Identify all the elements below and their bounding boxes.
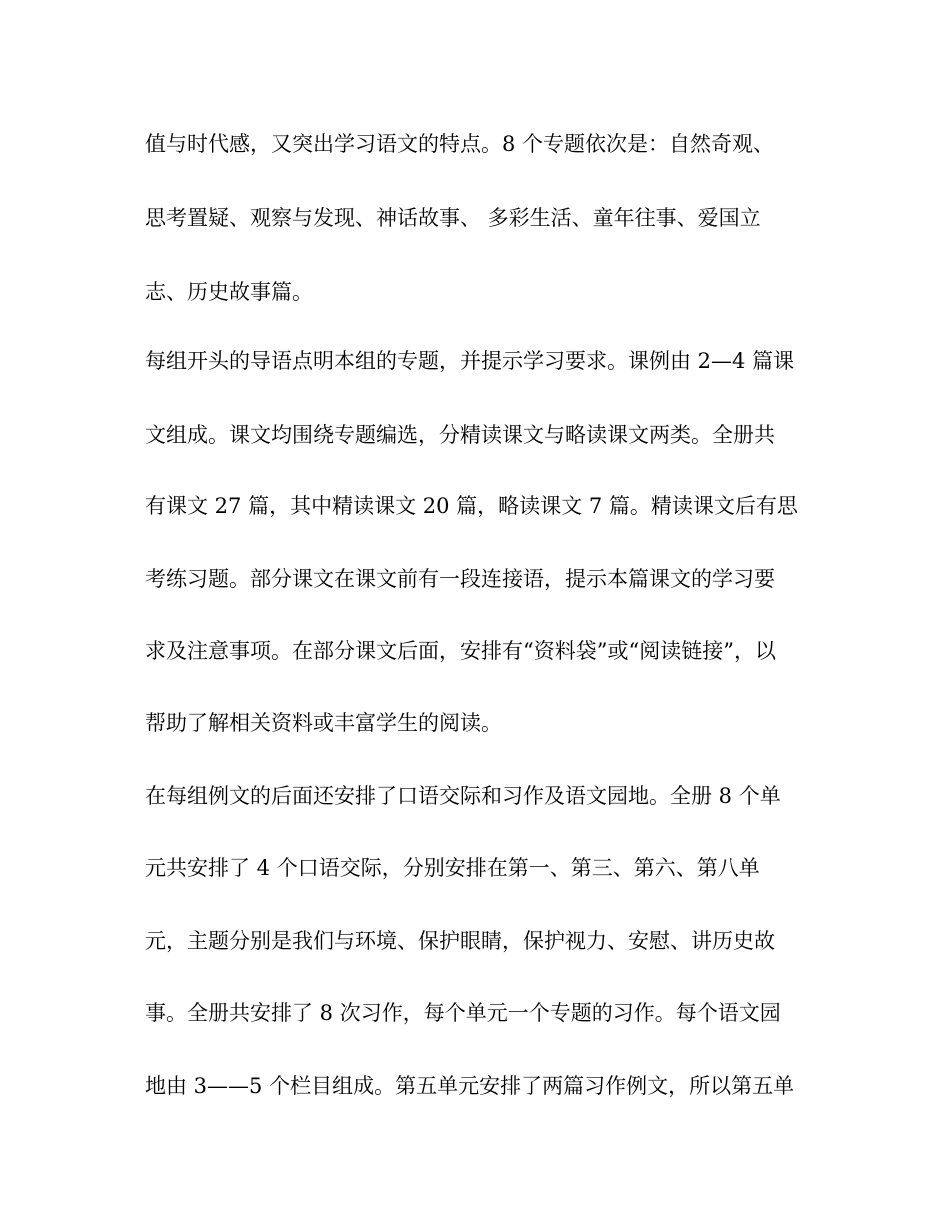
text-line: 考练习题。部分课文在课文前有一段连接语，提示本篇课文的学习要 [145, 567, 775, 591]
text-line: 在每组例文的后面还安排了口语交际和习作及语文园地。全册 8 个单 [145, 784, 781, 808]
text-line: 志、历史故事篇。 [145, 280, 313, 304]
text-line: 有课文 27 篇，其中精读课文 20 篇，略读课文 7 篇。精读课文后有思 [145, 494, 798, 518]
text-line: 元，主题分别是我们与环境、保护眼睛，保护视力、安慰、讲历史故 [145, 929, 775, 953]
text-line: 文组成。课文均围绕专题编选，分精读课文与略读课文两类。全册共 [145, 423, 775, 447]
text-line: 帮助了解相关资料或丰富学生的阅读。 [145, 711, 502, 735]
text-line: 每组开头的导语点明本组的专题，并提示学习要求。课例由 2—4 篇课 [145, 349, 795, 373]
text-line: 事。全册共安排了 8 次习作，每个单元一个专题的习作。每个语文园 [145, 1001, 781, 1025]
text-line: 值与时代感，又突出学习语文的特点。8 个专题依次是：自然奇观、 [145, 132, 775, 156]
text-line: 求及注意事项。在部分课文后面，安排有“资料袋”或“阅读链接”，以 [145, 639, 776, 663]
text-line: 思考置疑、观察与发现、神话故事、 多彩生活、童年往事、爱国立 [145, 206, 761, 230]
text-line: 地由 3——5 个栏目组成。第五单元安排了两篇习作例文，所以第五单 [145, 1074, 795, 1098]
text-line: 元共安排了 4 个口语交际，分别安排在第一、第三、第六、第八单 [145, 856, 760, 880]
